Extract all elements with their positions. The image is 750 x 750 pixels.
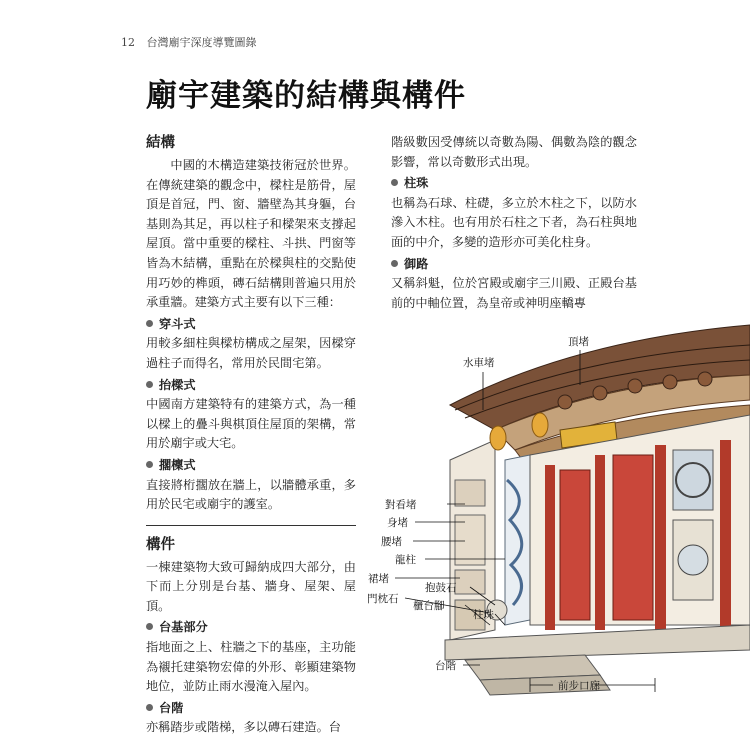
running-header — [121, 34, 257, 50]
bullet-icon — [146, 381, 153, 388]
taiji-text: 指地面之上、柱牆之下的基座，主功能為襯托建築物宏偉的外形、彰顯建築物地位，並防止雨水漫淹入屋內。 — [146, 640, 356, 694]
subheading-chuandou: 穿斗式 — [146, 315, 356, 335]
label-zhuzhu: 柱珠 — [473, 609, 494, 621]
subheading-taijie: 台階 — [146, 699, 356, 719]
label-longzhu: 龍柱 — [395, 554, 416, 566]
zhuzhu-text: 也稱為石球、柱礎，多立於木柱之下，以防水滲入木柱。也有用於石柱之下者，為石柱與地面的中介，多變的造形亦可美化柱身。 — [391, 195, 637, 249]
subheading-tailiang: 抬樑式 — [146, 376, 356, 396]
heading-structure: 結構 — [146, 134, 175, 151]
label-duikandu: 對看堵 — [385, 499, 417, 511]
label-shendu: 身堵 — [387, 517, 408, 529]
bullet-icon — [146, 320, 153, 327]
bullet-icon — [146, 623, 153, 630]
label-shuichedu: 水車堵 — [463, 357, 495, 369]
left-column — [146, 130, 356, 738]
page-number: 12 — [121, 36, 135, 49]
bullet-icon — [146, 461, 153, 468]
subheading-taiji: 台基部分 — [146, 618, 356, 638]
right-column — [391, 133, 637, 313]
temple-illustration — [355, 320, 750, 700]
components-intro: 一棟建築物大致可歸納成四大部分，由下而上分別是台基、牆身、屋架、屋頂。 — [146, 559, 356, 613]
label-guitaijiao: 櫃台腳 — [413, 600, 445, 612]
heading-components: 構件 — [146, 525, 356, 556]
page-title: 廟宇建築的結構與構件 — [146, 78, 466, 114]
label-yaodu: 腰堵 — [381, 536, 402, 548]
subheading-zhuzhu: 柱珠 — [391, 174, 637, 194]
subheading-gelin: 擱檁式 — [146, 456, 356, 476]
bullet-icon — [391, 179, 398, 186]
subheading-yulu: 御路 — [391, 255, 637, 275]
book-title: 台灣廟宇深度導覽圖錄 — [146, 36, 257, 49]
gelin-text: 直接將桁擱放在牆上，以牆體承重，多用於民宅或廟宇的護室。 — [146, 477, 356, 512]
label-qianbukoulang: 前步口廊 — [558, 680, 600, 692]
structure-intro: 中國的木構造建築技術冠於世界。在傳統建築的觀念中，樑柱是筋骨，屋頂是首冠，門、窗、牆壁為其身軀，台基則為其足，再以柱子和樑架來支撐起屋頂。當中重要的樑柱、斗拱、門窗等皆為木結構，重點在於樑與柱的交點使用巧妙的榫頭，磚石結構則普遍只用於承重牆。建築方式主要有以下三種： — [146, 158, 356, 310]
label-dingdu: 頂堵 — [568, 336, 589, 348]
tailiang-text: 中國南方建築特有的建築方式，為一種以樑上的疊斗與棋頂住屋頂的架構，常用於廟宇或大宅。 — [146, 397, 356, 451]
taijie-text-continued: 階級數因受傳統以奇數為陽、偶數為陰的觀念影響，常以奇數形式出現。 — [391, 135, 637, 169]
bullet-icon — [146, 704, 153, 711]
yulu-text: 又稱斜魁，位於宮殿或廟宇三川殿、正殿台基前的中軸位置，為皇帝或神明座轎專 — [391, 276, 637, 310]
chuandou-text: 用較多細柱與樑枋構成之屋架，因樑穿過柱子而得名，常用於民間宅第。 — [146, 336, 356, 370]
bullet-icon — [391, 260, 398, 267]
label-baogushi: 抱鼓石 — [425, 582, 457, 594]
taijie-text: 亦稱踏步或階梯，多以磚石建造。台 — [146, 720, 341, 735]
label-menzhenshi: 門枕石 — [367, 593, 399, 605]
label-qundu: 裙堵 — [368, 573, 389, 585]
label-taijie: 台階 — [435, 660, 456, 672]
